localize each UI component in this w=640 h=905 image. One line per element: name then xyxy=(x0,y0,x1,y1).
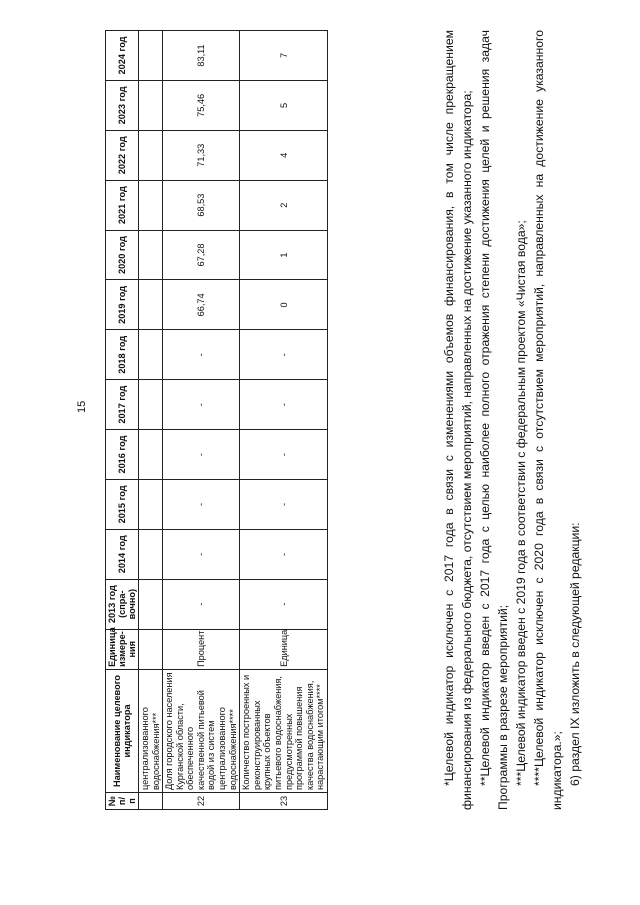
header-year: 2022 год xyxy=(106,130,139,180)
row-num xyxy=(139,793,163,810)
row-value xyxy=(139,330,163,380)
row-value: - xyxy=(163,330,240,380)
row-value: 71,33 xyxy=(163,130,240,180)
row-value: 5 xyxy=(240,80,328,130)
row-value xyxy=(139,80,163,130)
header-year: 2024 год xyxy=(106,31,139,81)
header-year: 2020 год xyxy=(106,230,139,280)
row-value xyxy=(139,31,163,81)
row-num: 22 xyxy=(163,793,240,810)
row-value: - xyxy=(163,529,240,579)
row-value: 83,11 xyxy=(163,31,240,81)
header-unit: Единица измере-ния xyxy=(106,629,139,669)
header-year: 2023 год xyxy=(106,80,139,130)
row-value xyxy=(139,130,163,180)
row-value: 4 xyxy=(240,130,328,180)
header-year: 2014 год xyxy=(106,529,139,579)
indicator-table xyxy=(105,30,328,810)
row-unit xyxy=(139,629,163,669)
table-header-row xyxy=(106,31,139,810)
row-value: 75,46 xyxy=(163,80,240,130)
table-row xyxy=(240,31,328,810)
row-value: 0 xyxy=(240,280,328,330)
row-value: 68,53 xyxy=(163,180,240,230)
row-value xyxy=(139,479,163,529)
row-value: - xyxy=(240,579,328,629)
header-name: Наименование целевого индикатора xyxy=(106,669,139,792)
table-row xyxy=(139,31,163,810)
footnote: ****Целевой индикатор исключен с 2020 года в связи с отсутствием мероприятий, направленных на достижение указанного индикатора.»; xyxy=(532,30,564,810)
table-row xyxy=(163,31,240,810)
row-value xyxy=(139,180,163,230)
row-name: Доля городского населения Курганской области, обеспеченного качественной питьевой водой из систем централизованного водоснабжения**** xyxy=(163,669,240,792)
footnote: ***Целевой индикатор введен с 2019 года в соответствии с федеральным проектом «Чистая вода»; xyxy=(514,220,528,786)
row-value: - xyxy=(240,529,328,579)
row-name: централизованного водоснабжения*** xyxy=(139,669,163,792)
row-value: 66,74 xyxy=(163,280,240,330)
row-value: - xyxy=(240,430,328,480)
row-value: 67,28 xyxy=(163,230,240,280)
row-value: 2 xyxy=(240,180,328,230)
row-value xyxy=(139,230,163,280)
row-value: - xyxy=(163,479,240,529)
row-unit: Процент xyxy=(163,629,240,669)
header-year: 2015 год xyxy=(106,479,139,529)
header-year: 2016 год xyxy=(106,430,139,480)
row-value: - xyxy=(163,579,240,629)
header-year: 2021 год xyxy=(106,180,139,230)
row-value: - xyxy=(240,330,328,380)
section-instruction: 6) раздел IX изложить в следующей редакции: xyxy=(568,522,582,786)
footnotes xyxy=(440,30,584,810)
row-value: - xyxy=(240,479,328,529)
header-year: 2017 год xyxy=(106,380,139,430)
indicator-table-wrapper xyxy=(105,30,328,810)
row-value: - xyxy=(163,430,240,480)
header-year: 2013 год (спра-вочно) xyxy=(106,579,139,629)
row-value: 7 xyxy=(240,31,328,81)
header-year: 2018 год xyxy=(106,330,139,380)
row-value xyxy=(139,430,163,480)
footnote: **Целевой индикатор введен с 2017 года с целью наиболее полного отражения степени достижения целей и решения задач Программы в разрезе мероприятий; xyxy=(478,30,510,810)
header-year: 2019 год xyxy=(106,280,139,330)
page-number: 15 xyxy=(76,400,88,413)
row-value xyxy=(139,579,163,629)
row-unit: Единица xyxy=(240,629,328,669)
row-value: 1 xyxy=(240,230,328,280)
row-num: 23 xyxy=(240,793,328,810)
header-num: № п/п xyxy=(106,793,139,810)
row-value xyxy=(139,380,163,430)
row-value xyxy=(139,280,163,330)
footnote: *Целевой индикатор исключен с 2017 года в связи с изменениями объемов финансирования, в том числе прекращением финансирования из федерального бюджета, отсутствием мероприятий, направленных на достижение указанного индикатора; xyxy=(442,30,474,810)
row-value: - xyxy=(163,380,240,430)
row-value xyxy=(139,529,163,579)
row-name: Количество построенных и реконструированных крупных объектов питьевого водоснабжения, предусмотренных программой повышения качества водоснабжения, нарастающим итогом**** xyxy=(240,669,328,792)
row-value: - xyxy=(240,380,328,430)
